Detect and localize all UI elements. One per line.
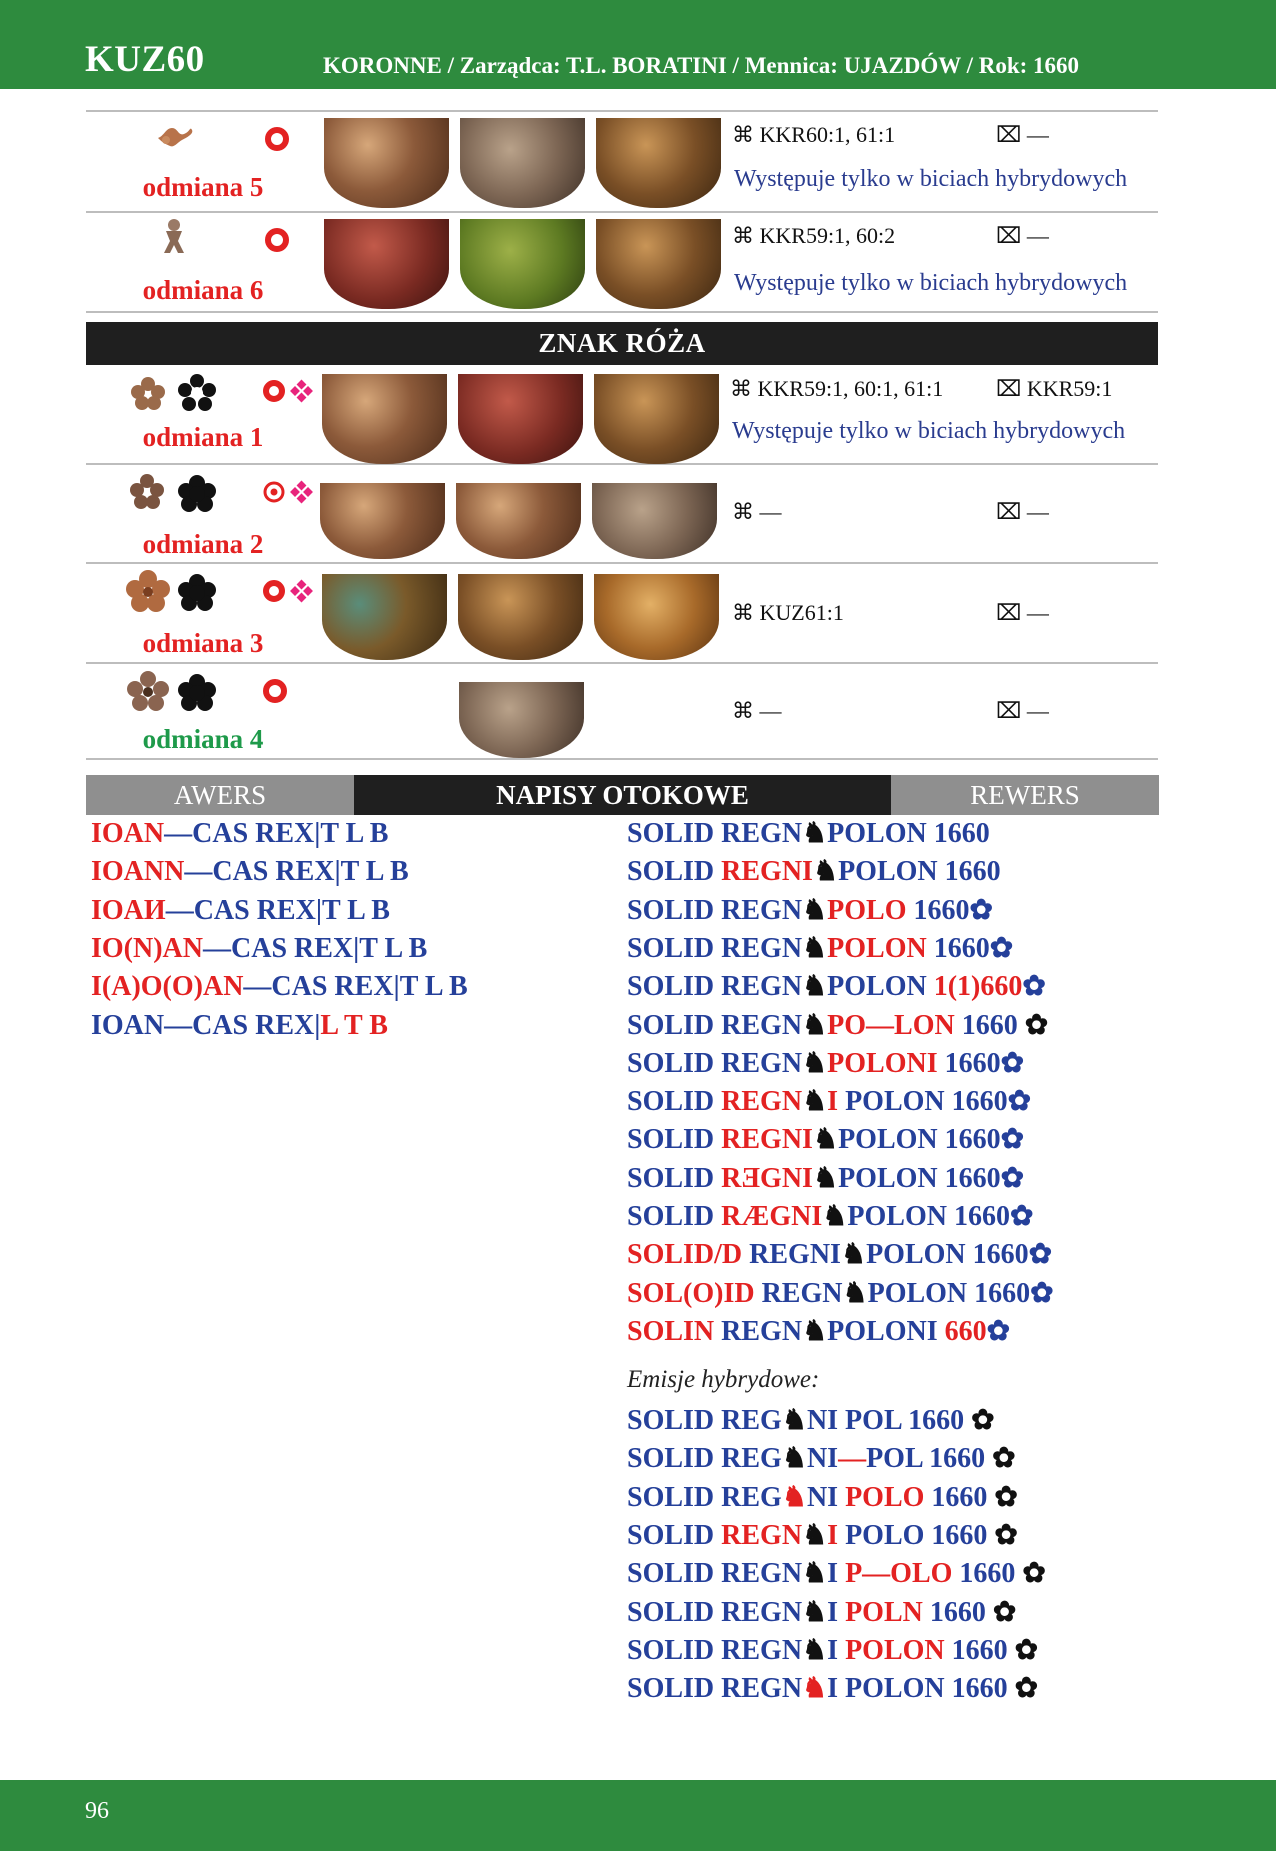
coin-photo — [458, 574, 583, 660]
legend-line — [91, 968, 468, 1006]
reference-text: ⌧ — — [996, 122, 1049, 147]
legend-segment: POLON 1660 — [838, 1124, 1001, 1156]
legend-line — [627, 1121, 1024, 1159]
variant-label: odmiana 2 — [142, 529, 264, 559]
rose-filled-icon — [178, 574, 216, 612]
legend-segment: POLON 1660 — [847, 1201, 1010, 1232]
rose-mark-icon: ✿ — [1022, 1558, 1046, 1590]
rose-symbol-icon — [130, 376, 166, 410]
mintmaster-mark-icon: ♞ — [802, 1086, 828, 1118]
legend-segment: IOAN—CAS REX| — [91, 1009, 321, 1041]
legend-segment: 1660 — [954, 1009, 1025, 1041]
legend-segment: POLONI — [827, 1315, 945, 1347]
legend-line — [627, 853, 1001, 891]
variant-label: odmiana 6 — [142, 275, 264, 305]
legend-line — [627, 1479, 1018, 1517]
coin-photo — [596, 219, 721, 309]
ring-diamond-icon — [262, 578, 314, 604]
variant-label: odmiana 3 — [142, 628, 264, 658]
catalog-code: KUZ60 — [85, 39, 205, 80]
legend-segment: POLON 1660 — [866, 1239, 1029, 1271]
reference-text: ⌘ KKR59:1, 60:2 — [732, 223, 896, 248]
coin-photo — [320, 483, 445, 559]
legend-segment: SOL(O)ID — [627, 1277, 755, 1309]
rose-mark-icon: ✿ — [989, 932, 1014, 964]
legend-line — [627, 892, 993, 930]
mintmaster-mark-icon: ♞ — [802, 894, 828, 926]
rose-mark-icon: ✿ — [1030, 1277, 1054, 1309]
rose-mark-icon: ✿ — [986, 1315, 1011, 1347]
mintmaster-mark-icon: ♞ — [802, 932, 828, 964]
legend-segment: POLON — [845, 1634, 945, 1666]
legend-segment: SOLID REG — [627, 1405, 782, 1436]
target-diamond-icon — [262, 479, 314, 505]
legend-line — [627, 968, 1046, 1006]
page-number: 96 — [85, 1798, 109, 1824]
legend-line — [627, 1198, 1033, 1236]
legend-segment: 1(1)660 — [933, 971, 1023, 1003]
reference-text: ⌘ KUZ61:1 — [732, 600, 844, 625]
legend-segment: SOLID REGN — [627, 1558, 803, 1590]
legend-segment: REGN — [721, 1519, 803, 1551]
legend-segment: SOLID REGN — [627, 1596, 803, 1628]
rose-mark-icon: ✿ — [1000, 1162, 1025, 1194]
mintmaster-mark-icon: ♞ — [802, 1519, 828, 1551]
legend-segment: SOLID REGN — [627, 894, 803, 926]
rose-mark-icon: ✿ — [1022, 971, 1046, 1003]
legend-segment: POLO 1660 — [838, 1519, 995, 1551]
mintmaster-mark-icon: ♞ — [781, 1405, 807, 1436]
legend-segment: I POLON 1660 — [827, 1673, 1015, 1705]
coin-photo — [459, 682, 584, 758]
legend-segment: POLONI — [827, 1047, 938, 1079]
ring-diamond-icon — [262, 378, 314, 404]
rose-filled-icon — [178, 475, 216, 513]
rose-mark-icon: ✿ — [992, 1443, 1016, 1475]
legend-segment: REGN — [721, 1086, 803, 1118]
legend-segment: REGN — [714, 1315, 803, 1347]
header-bar — [0, 0, 1276, 89]
legend-segment: SOLID REG — [627, 1481, 782, 1513]
coin-photo — [596, 118, 721, 208]
divider — [86, 311, 1158, 313]
legend-segment: I — [827, 1596, 846, 1628]
legend-segment: POLON 1660 — [838, 1162, 1001, 1194]
legend-segment: SOLID REGN — [627, 932, 803, 964]
legend-segment: SOLID REGN — [627, 1009, 803, 1041]
legend-segment: 1660 — [944, 1634, 1015, 1666]
legend-line — [627, 1440, 1016, 1478]
legend-segment: RÆGNI — [721, 1201, 823, 1232]
coin-photo — [322, 574, 447, 660]
rose-mark-icon: ✿ — [1000, 1124, 1025, 1156]
legend-line — [91, 853, 409, 891]
rose-mark-icon: ✿ — [1009, 1201, 1034, 1232]
legend-segment: 660 — [944, 1315, 987, 1347]
legend-segment: —CAS REX|T L B — [165, 894, 390, 926]
legend-line — [627, 1402, 995, 1440]
legend-segment: —CAS REX|T L B — [164, 818, 389, 849]
coin-photo — [458, 374, 583, 464]
rose-filled-icon — [178, 674, 216, 712]
rose-mark-icon: ✿ — [971, 1405, 995, 1436]
legend-segment: SOLID — [627, 1519, 722, 1551]
legend-line — [627, 1007, 1048, 1045]
rose-mark-icon: ✿ — [994, 1519, 1018, 1551]
variant-row — [86, 564, 1158, 661]
legend-segment: SOLID REGN — [627, 1634, 803, 1666]
rose-symbol-icon — [126, 670, 170, 712]
legend-line — [627, 1236, 1052, 1274]
mintmaster-mark-icon: ♞ — [812, 1124, 839, 1156]
variant-row — [86, 213, 1158, 311]
legend-segment: I — [827, 1086, 839, 1118]
red-ring-icon — [264, 227, 290, 253]
legend-segment: SOLID REGN — [627, 1047, 803, 1079]
rose-mark-icon: ✿ — [992, 1596, 1017, 1628]
mintmaster-mark-icon: ♞ — [842, 1277, 868, 1309]
legend-segment: SOLID — [627, 1124, 722, 1156]
legend-segment: SOLID — [627, 1086, 722, 1118]
red-ring-icon — [262, 678, 288, 704]
legend-line — [627, 1045, 1024, 1083]
reference-text: ⌧ KKR59:1 — [996, 376, 1113, 401]
legend-segment: SOLID REGN — [627, 971, 803, 1003]
mintmaster-mark-icon: ♞ — [840, 1239, 867, 1271]
rose-mark-icon: ✿ — [969, 894, 993, 926]
reference-text: ⌘ — — [732, 698, 782, 723]
legend-segment: SOLIN — [627, 1315, 715, 1347]
variant-row — [86, 366, 1158, 462]
legend-line — [627, 1555, 1046, 1593]
legend-line — [627, 1313, 1010, 1351]
mintmaster-mark-icon: ♞ — [802, 1047, 828, 1079]
legend-segment: RƎGNI — [721, 1162, 813, 1194]
hybrid-title: Emisje hybrydowe: — [627, 1366, 820, 1393]
legend-line — [627, 1083, 1031, 1121]
legend-segment: SOLID — [627, 856, 722, 888]
legend-segment: SOLID — [627, 1201, 722, 1232]
rose-mark-icon: ✿ — [1007, 1086, 1032, 1118]
legend-segment: POLON 1660 — [838, 856, 1001, 888]
mintmaster-mark-icon: ♞ — [802, 1596, 828, 1628]
legend-line — [627, 1517, 1018, 1555]
column-header-napisy: NAPISY OTOKOWE — [354, 775, 891, 815]
mintmaster-mark-icon: ♞ — [802, 818, 828, 849]
mintmaster-mark-icon: ♞ — [802, 1634, 828, 1666]
mintmaster-mark-icon: ♞ — [802, 1315, 828, 1347]
reference-text: ⌘ — — [732, 499, 782, 524]
legend-segment: I — [827, 1634, 846, 1666]
legend-segment: POLO — [827, 894, 907, 926]
column-header-rewers: REWERS — [891, 775, 1159, 815]
legend-segment: SOLID/D — [627, 1239, 743, 1271]
coin-photo — [594, 574, 719, 660]
legend-segment: IO(N)AN — [91, 932, 203, 964]
legend-segment: POLON 1660 — [827, 818, 990, 849]
legend-segment: POLON 1660 — [867, 1277, 1031, 1309]
legend-segment: POL 1660 — [866, 1443, 993, 1475]
legend-segment: 1660 — [922, 1596, 993, 1628]
reference-text: ⌘ KKR60:1, 61:1 — [732, 122, 896, 147]
header-meta: KORONNE / Zarządca: T.L. BORATINI / Mennica: UJAZDÓW / Rok: 1660 — [323, 53, 1080, 78]
legend-line — [91, 815, 388, 853]
legend-segment: POLN — [845, 1596, 923, 1628]
legend-segment: POLO — [845, 1481, 925, 1513]
rose-mark-icon: ✿ — [1028, 1239, 1053, 1271]
legend-segment: 1660 — [906, 894, 970, 926]
legend-segment: 1660 — [926, 932, 990, 964]
legend-segment: SOLID — [627, 1162, 722, 1194]
mintmaster-mark-icon: ♞ — [812, 1162, 839, 1194]
legend-segment: REGNI — [721, 1124, 813, 1156]
variant-row — [86, 465, 1158, 561]
legend-line — [627, 1275, 1054, 1313]
legend-segment: PO—LON — [827, 1009, 955, 1041]
red-ring-icon — [264, 126, 290, 152]
variant-note: Występuje tylko w biciach hybrydowych — [734, 166, 1128, 192]
legend-segment: P—OLO — [845, 1558, 953, 1590]
mintmaster-mark-icon: ♞ — [822, 1201, 848, 1232]
coin-photo — [324, 219, 449, 309]
legend-segment: IOANN — [91, 856, 185, 888]
legend-segment: POLON — [827, 971, 934, 1003]
coin-photo — [592, 483, 717, 559]
rose-outline-icon — [178, 374, 216, 412]
coin-photo — [594, 374, 719, 464]
legend-segment: REGNI — [721, 856, 813, 888]
reference-text: ⌧ — — [996, 600, 1049, 625]
mintmaster-mark-icon: ♞ — [802, 1673, 828, 1705]
footer-bar — [0, 1780, 1276, 1851]
rose-mark-icon: ✿ — [1014, 1673, 1039, 1705]
variant-row — [86, 112, 1158, 210]
coin-photo — [456, 483, 581, 559]
legend-segment: REGNI — [742, 1239, 841, 1271]
legend-segment: NI — [806, 1481, 846, 1513]
legend-segment: 1660 — [924, 1481, 995, 1513]
coin-photo — [460, 118, 585, 208]
variant-row — [86, 664, 1158, 758]
mintmark-symbol-icon — [156, 217, 192, 257]
rose-mark-icon: ✿ — [1000, 1047, 1025, 1079]
section-title: ZNAK RÓŻA — [86, 322, 1158, 365]
legend-segment: POLON 1660 — [838, 1086, 1008, 1118]
variant-note: Występuje tylko w biciach hybrydowych — [734, 270, 1128, 296]
coin-photo — [322, 374, 447, 464]
legend-segment: —CAS REX|T L B — [184, 856, 409, 888]
legend-segment: 1660 — [952, 1558, 1023, 1590]
mintmaster-mark-icon: ♞ — [781, 1481, 807, 1513]
legend-segment: I(A)O(O)AN — [91, 971, 244, 1003]
legend-segment: 1660 — [937, 1047, 1001, 1079]
reference-text: ⌘ KKR59:1, 60:1, 61:1 — [730, 376, 944, 401]
mintmaster-mark-icon: ♞ — [802, 1009, 828, 1041]
legend-segment: REGN — [754, 1277, 843, 1309]
mintmaster-mark-icon: ♞ — [802, 971, 828, 1003]
legend-segment: I — [827, 1558, 846, 1590]
column-header-awers: AWERS — [86, 775, 354, 815]
legend-segment: SOLID REGN — [627, 818, 803, 849]
mintmaster-mark-icon: ♞ — [781, 1443, 807, 1475]
coin-photo — [460, 219, 585, 309]
mintmaster-mark-icon: ♞ — [812, 856, 839, 888]
legend-segment: L T B — [320, 1009, 388, 1041]
mintmark-symbol-icon — [152, 118, 196, 154]
coin-photo — [324, 118, 449, 208]
mintmaster-mark-icon: ♞ — [802, 1558, 828, 1590]
variant-note: Występuje tylko w biciach hybrydowych — [732, 418, 1126, 444]
legend-line — [91, 892, 390, 930]
legend-segment: NI — [806, 1443, 839, 1475]
legend-segment: — — [838, 1443, 867, 1475]
legend-line — [627, 930, 1013, 968]
rose-mark-icon: ✿ — [1024, 1009, 1049, 1041]
reference-text: ⌧ — — [996, 499, 1049, 524]
divider — [86, 758, 1158, 760]
legend-segment: POLON — [827, 932, 927, 964]
legend-line — [627, 815, 990, 853]
rose-symbol-icon — [130, 473, 164, 513]
legend-line — [91, 930, 427, 968]
legend-segment: SOLID REG — [627, 1443, 782, 1475]
rose-mark-icon: ✿ — [994, 1481, 1018, 1513]
reference-text: ⌧ — — [996, 223, 1049, 248]
rose-mark-icon: ✿ — [1014, 1634, 1039, 1666]
legend-segment: SOLID REGN — [627, 1673, 803, 1705]
variant-label: odmiana 1 — [142, 422, 264, 452]
legend-segment: —CAS REX|T L B — [203, 932, 428, 964]
variant-label: odmiana 4 — [142, 724, 264, 754]
legend-line — [627, 1160, 1024, 1198]
legend-line — [627, 1670, 1038, 1708]
legend-segment: NI POL 1660 — [806, 1405, 972, 1436]
legend-line — [91, 1007, 388, 1045]
legend-segment: IOAИ — [91, 894, 166, 926]
reference-text: ⌧ — — [996, 698, 1049, 723]
variant-label: odmiana 5 — [142, 172, 264, 202]
legend-segment: IOAN — [91, 818, 165, 849]
legend-segment: I — [827, 1519, 839, 1551]
legend-line — [627, 1632, 1038, 1670]
legend-segment: —CAS REX|T L B — [243, 971, 468, 1003]
rose-symbol-icon — [126, 570, 170, 612]
legend-line — [627, 1594, 1016, 1632]
